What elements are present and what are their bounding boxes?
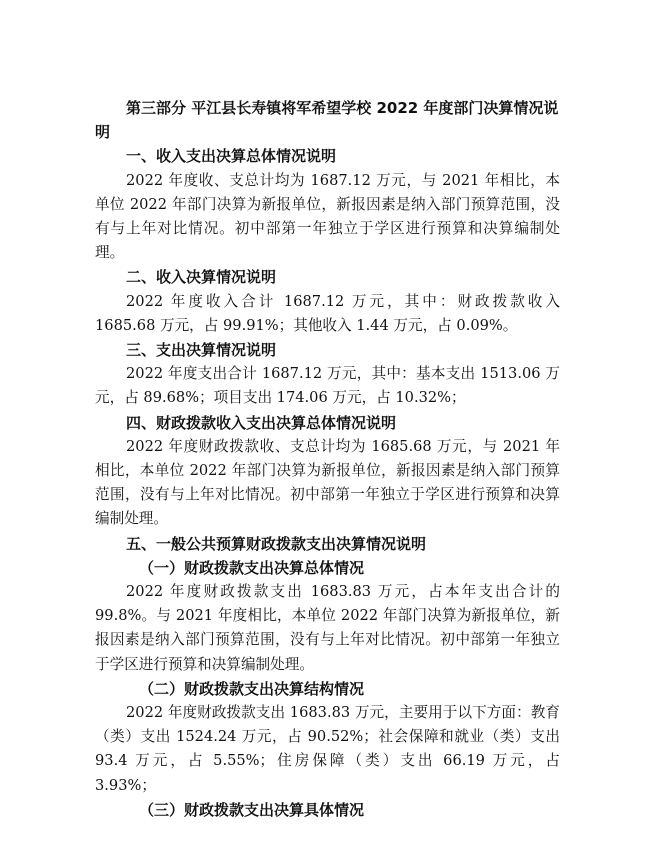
document-title: 第三部分 平江县长寿镇将军希望学校 2022 年度部门决算情况说明 <box>95 99 559 142</box>
paragraph-fiscal-overview: 2022 年度财政拨款收、支总计均为 1685.68 万元，与 2021 年相比，本单位 2022 年部门决算为新报单位，新报因素是纳入部门预算范围，没有与上年对比情况。初中部第一年独立于学区进行预算和决算编制处理。 <box>95 437 560 528</box>
paragraph-income: 2022 年度收入合计 1687.12 万元，其中：财政拨款收入 1685.68 万元，占 99.91%；其他收入 1.44 万元，占 0.09%。 <box>95 292 560 334</box>
subsection-heading-overall: （一）财政拨款支出决算总体情况 <box>139 558 365 577</box>
subsection-heading-details: （三）财政拨款支出决算具体情况 <box>139 800 365 819</box>
paragraph-structure: 2022 年度财政拨款支出 1683.83 万元，主要用于以下方面：教育（类）支出 1524.24 万元，占 90.52%；社会保障和就业（类）支出 93.4 万元，占 5.55%；住房保障（类）支出 66.19 万元，占 3.93%； <box>95 704 560 794</box>
paragraph-expense: 2022 年度支出合计 1687.12 万元，其中：基本支出 1513.06 万元，占 89.68%；项目支出 174.06 万元，占 10.32%； <box>95 365 560 407</box>
section-heading-income: 二、收入决算情况说明 <box>126 268 277 287</box>
paragraph-income-expense-overview: 2022 年度收、支总计均为 1687.12 万元，与 2021 年相比，本单位 2022 年部门决算为新报单位，新报因素是纳入部门预算范围，没有与上年对比情况。初中部第一年独立于学区进行预算和决算编制处理。 <box>95 171 560 262</box>
section-heading-public-budget: 五、一般公共预算财政拨款支出决算情况说明 <box>126 534 427 553</box>
section-heading-income-expense-overview: 一、收入支出决算总体情况说明 <box>126 147 337 166</box>
paragraph-overall: 2022 年度财政拨款支出 1683.83 万元，占本年支出合计的 99.8%。与 2021 年度相比，本单位 2022 年部门决算为新报单位，新报因素是纳入部门预算范围，没有与上年对比情况。初中部第一年独立于学区进行预算和决算编制处理。 <box>95 583 560 673</box>
subsection-heading-structure: （二）财政拨款支出决算结构情况 <box>139 679 365 698</box>
section-heading-fiscal-overview: 四、财政拨款收入支出决算总体情况说明 <box>126 413 397 432</box>
section-heading-expense: 三、支出决算情况说明 <box>126 341 277 360</box>
document-page <box>95 96 560 822</box>
